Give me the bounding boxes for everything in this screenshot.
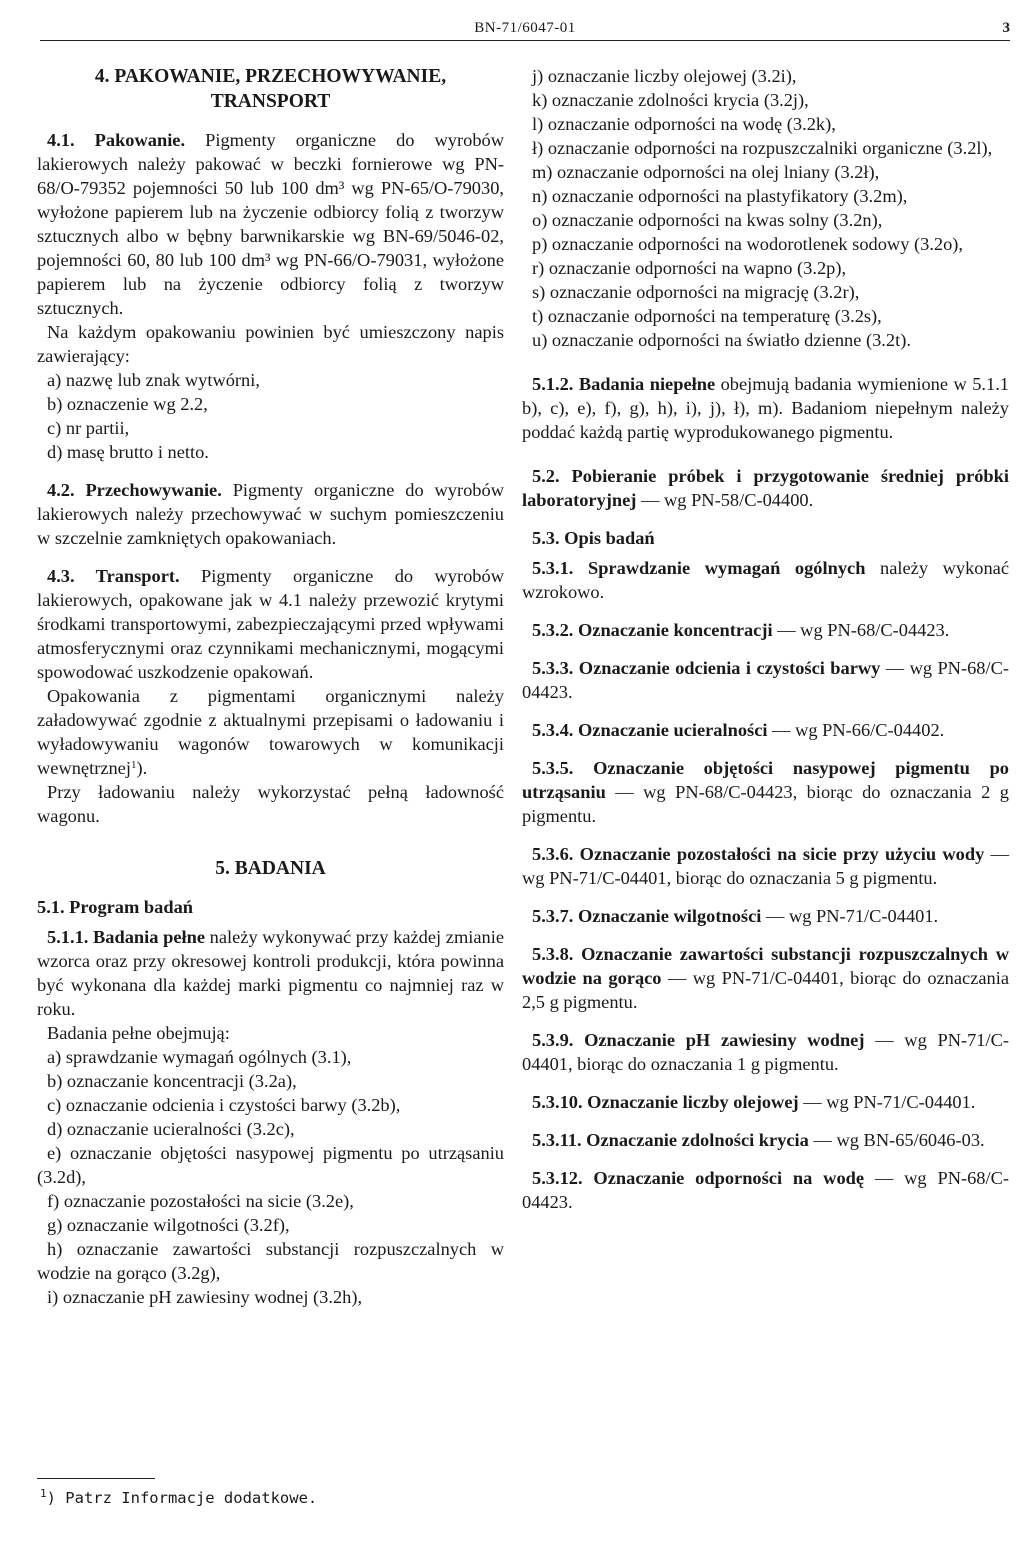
list-item: l) oznaczanie odporności na wodę (3.2k),: [532, 114, 836, 134]
para-4-3-loading: Opakowania z pigmentami organicznymi należy załadowywać zgodnie z aktualnymi przepisami o ładowaniu i wyładowywaniu wagonów towarowych w komunikacji wewnętrznej$^1$).: [37, 686, 504, 778]
para-4-3-title: 4.3. Transport.: [47, 566, 180, 586]
list-item: s) oznaczanie odporności na migrację (3.2r),: [532, 282, 860, 302]
list-item: d) masę brutto i netto.: [47, 442, 209, 462]
left-column: [37, 64, 504, 1309]
para-5-3-8: 5.3.8. Oznaczanie zawartości substancji rozpuszczalnych w wodzie na gorąco — wg PN-71/C-04401, biorąc do oznaczania 2,5 g pigmentu.: [522, 944, 1009, 1012]
para-5-1-2: 5.1.2. Badania niepełne obejmują badania wymienione w 5.1.1 b), c), e), f), g), h), i), j), ł), m). Badaniom niepełnym należy poddać każdą partię wyprodukowanego pigmentu.: [522, 374, 1009, 442]
para-4-1-label-intro: Na każdym opakowaniu powinien być umieszczony napis zawierający:: [37, 322, 504, 366]
para-4-3-text: Pigmenty organiczne do wyrobów lakierowych, opakowane jak w 4.1 należy przewozić krytymi środkami transportowymi, zabezpieczającymi przed wpływami atmosferycznymi oraz czynnikami mechanicznymi, mogącymi spowodować uszkodzenie opakowań.: [37, 566, 504, 682]
para-5-3-12: 5.3.12. Oznaczanie odporności na wodę — wg PN-68/C-04423.: [522, 1168, 1009, 1212]
list-item: n) oznaczanie odporności na plastyfikatory (3.2m),: [532, 186, 908, 206]
section-5-1-heading: 5.1. Program badań: [37, 897, 193, 917]
para-5-3-11: 5.3.11. Oznaczanie zdolności krycia — wg BN-65/6046-03.: [532, 1130, 985, 1150]
full-tests-list-continued: [522, 64, 1009, 352]
list-item: o) oznaczanie odporności na kwas solny (3.2n),: [532, 210, 883, 230]
para-5-1-1-intro: Badania pełne obejmują:: [47, 1023, 230, 1043]
para-5-3-1: 5.3.1. Sprawdzanie wymagań ogólnych należy wykonać wzrokowo.: [522, 558, 1009, 602]
list-item: i) oznaczanie pH zawiesiny wodnej (3.2h),: [47, 1287, 363, 1307]
para-5-1-1: [37, 925, 504, 1021]
para-4-1: [37, 128, 504, 320]
page-header: [40, 18, 1010, 41]
footnote-mark: 1: [40, 1487, 47, 1500]
list-item: c) nr partii,: [47, 418, 130, 438]
page-number: 3: [1002, 20, 1010, 36]
list-item: b) oznaczenie wg 2.2,: [47, 394, 208, 414]
section-5-3-heading: 5.3. Opis badań: [532, 528, 655, 548]
para-5-2: 5.2. Pobieranie próbek i przygotowanie średniej próbki laboratoryjnej — wg PN-58/C-04400.: [522, 466, 1009, 510]
list-item: ł) oznaczanie odporności na rozpuszczalniki organiczne (3.2l),: [532, 138, 993, 158]
list-item: a) sprawdzanie wymagań ogólnych (3.1),: [47, 1047, 352, 1067]
list-item: m) oznaczanie odporności na olej lniany (3.2ł),: [532, 162, 880, 182]
para-4-2-text: Pigmenty organiczne do wyrobów lakierowych należy przechowywać w suchym pomieszczeniu w szczelnie zamkniętych opakowaniach.: [37, 480, 504, 548]
list-item: p) oznaczanie odporności na wodorotlenek sodowy (3.2o),: [532, 234, 964, 254]
para-5-3-4: 5.3.4. Oznaczanie ucieralności — wg PN-66/C-04402.: [532, 720, 945, 740]
para-4-1-text: Pigmenty organiczne do wyrobów lakierowych należy pakować w beczki fornierowe wg PN-68/O-79352 pojemności 50 lub 100 dm³ wg PN-65/O-79030, wyłożone papierem lub na życzenie odbiorcy folią z tworzyw sztucznych albo w bębny barwnikarskie wg BN-69/5046-02, pojemności 60, 80 lub 100 dm³ wg PN-66/O-79031, wyłożone papierem lub na życzenie odbiorcy folią z tworzyw sztucznych.: [37, 130, 504, 318]
list-item: j) oznaczanie liczby olejowej (3.2i),: [532, 66, 797, 86]
para-5-3-9: 5.3.9. Oznaczanie pH zawiesiny wodnej — wg PN-71/C-04401, biorąc do oznaczania 1 g pigmentu.: [522, 1030, 1009, 1074]
section-4-heading: 4. PAKOWANIE, PRZECHOWYWANIE, TRANSPORT: [94, 66, 447, 112]
list-item: d) oznaczanie ucieralności (3.2c),: [47, 1119, 295, 1139]
para-5-3-3: 5.3.3. Oznaczanie odcienia i czystości barwy — wg PN-68/C-04423.: [522, 658, 1009, 702]
list-item: g) oznaczanie wilgotności (3.2f),: [47, 1215, 290, 1235]
list-item: t) oznaczanie odporności na temperaturę (3.2s),: [532, 306, 882, 326]
para-5-3-7: 5.3.7. Oznaczanie wilgotności — wg PN-71/C-04401.: [532, 906, 939, 926]
para-4-2-title: 4.2. Przechowywanie.: [47, 480, 222, 500]
full-tests-list: [37, 1045, 504, 1309]
footnote-ref: 1: [130, 759, 137, 771]
list-item: u) oznaczanie odporności na światło dzienne (3.2t).: [532, 330, 911, 350]
list-item: a) nazwę lub znak wytwórni,: [47, 370, 260, 390]
list-item: h) oznaczanie zawartości substancji rozpuszczalnych w wodzie na gorąco (3.2g),: [37, 1239, 504, 1283]
list-item: k) oznaczanie zdolności krycia (3.2j),: [532, 90, 809, 110]
list-item: e) oznaczanie objętości nasypowej pigmentu po utrząsaniu (3.2d),: [37, 1143, 504, 1187]
footnote-text: ) Patrz Informacje dodatkowe.: [46, 1489, 318, 1507]
section-5-heading: 5. BADANIA: [215, 858, 326, 879]
footnote: [40, 1488, 317, 1508]
para-5-3-6: 5.3.6. Oznaczanie pozostałości na sicie przy użyciu wody — wg PN-71/C-04401, biorąc do oznaczania 5 g pigmentu.: [522, 844, 1009, 888]
list-item: r) oznaczanie odporności na wapno (3.2p),: [532, 258, 847, 278]
list-item: b) oznaczanie koncentracji (3.2a),: [47, 1071, 297, 1091]
para-4-2: [37, 478, 504, 550]
list-item: f) oznaczanie pozostałości na sicie (3.2e),: [47, 1191, 354, 1211]
label-items-list: [37, 368, 504, 464]
list-item: c) oznaczanie odcienia i czystości barwy (3.2b),: [47, 1095, 401, 1115]
para-5-1-1-title: 5.1.1. Badania pełne: [47, 927, 205, 947]
doc-code: BN-71/6047-01: [474, 20, 576, 36]
para-4-3: [37, 564, 504, 684]
para-5-3-5: 5.3.5. Oznaczanie objętości nasypowej pigmentu po utrząsaniu — wg PN-68/C-04423, biorąc do oznaczania 2 g pigmentu.: [522, 758, 1009, 826]
right-column: [522, 64, 1009, 1214]
para-4-3-capacity: Przy ładowaniu należy wykorzystać pełną ładowność wagonu.: [37, 782, 504, 826]
footnote-divider: [37, 1478, 155, 1479]
para-5-1-1-text: należy wykonywać przy każdej zmianie wzorca oraz przy okresowej kontroli produkcji, która powinna być wykonana dla każdej marki pigmentu co najmniej raz w roku.: [37, 927, 504, 1019]
para-5-3-2: 5.3.2. Oznaczanie koncentracji — wg PN-68/C-04423.: [532, 620, 950, 640]
para-5-3-10: 5.3.10. Oznaczanie liczby olejowej — wg PN-71/C-04401.: [532, 1092, 976, 1112]
para-4-1-title: 4.1. Pakowanie.: [47, 130, 186, 150]
